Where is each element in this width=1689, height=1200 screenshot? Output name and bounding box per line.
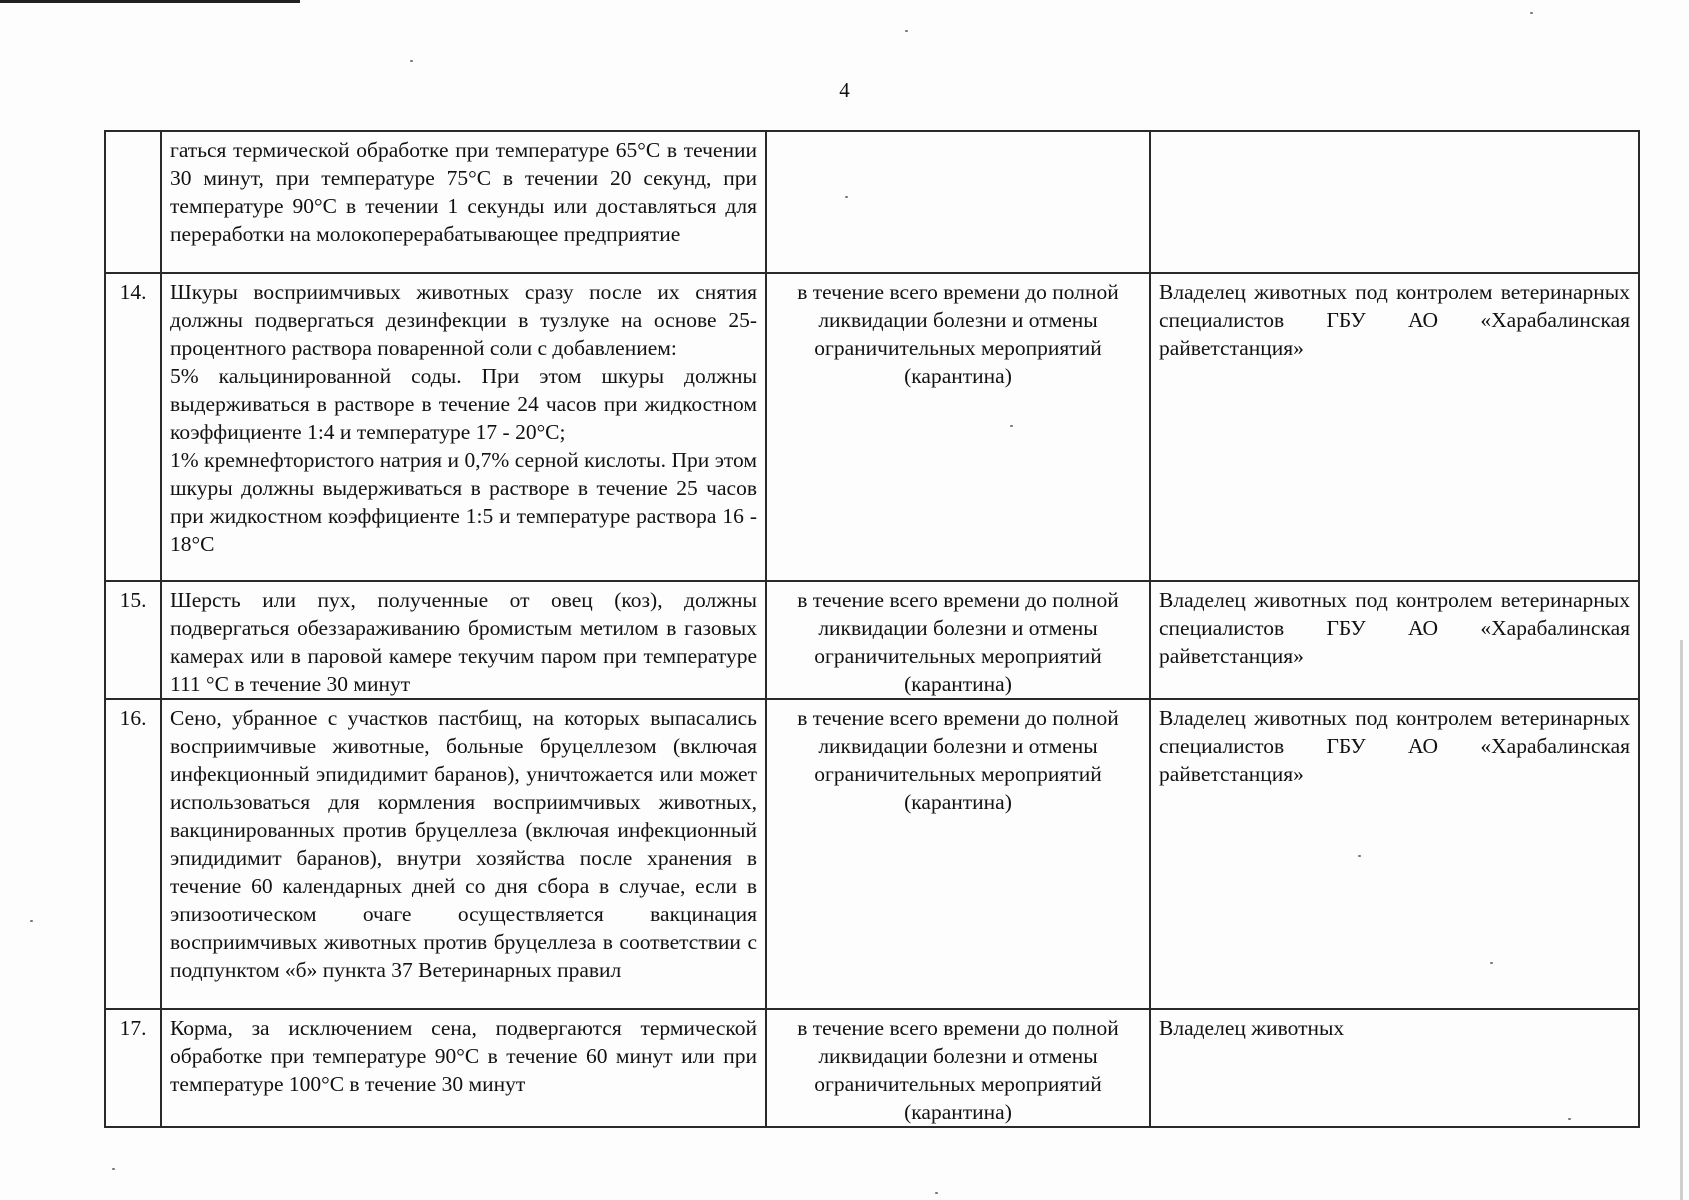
scan-speck [1010,425,1013,427]
scan-speck [112,1168,115,1170]
measure-paragraph: Корма, за исключением сена, подвергаются термической обработке при температуре 90°С в течение 60 минут или при температуре 100°С в течение 30 минут [170,1016,757,1096]
row-measure [161,273,766,581]
row-measure [161,581,766,699]
measure-paragraph: 5% кальцинированной соды. При этом шкуры должны выдерживаться в растворе в течение 24 часов при жидкостном коэффициенте 1:4 и температуре 17 - 20°С; [170,364,757,444]
table-row [105,273,1639,581]
scan-speck [905,30,908,32]
row-measure [161,699,766,1009]
measure-paragraph: Шкуры восприимчивых животных сразу после их снятия должны подвергаться дезинфекции в тузлуке на основе 25-процентного раствора поваренной соли с добавлением: [170,280,757,360]
scan-speck [1490,962,1493,964]
row-term [766,131,1150,273]
row-term: в течение всего времени до полной ликвидации болезни и отмены ограничительных мероприятий (карантина) [766,273,1150,581]
scan-edge-shadow [1680,640,1683,1200]
table-row [105,581,1639,699]
scan-speck [1568,1118,1571,1120]
measure-paragraph: Сено, убранное с участков пастбищ, на которых выпасались восприимчивые животные, больные бруцеллезом (включая инфекционный эпидидимит баранов), уничтожается или может использоваться для кормления восприимчивых животных, вакцинированных против бруцеллеза (включая инфекционный эпидидимит баранов), внутри хозяйства после хранения в течение 60 календарных дней со дня сбора в случае, если в эпизоотическом очаге осуществляется вакцинация восприимчивых животных против бруцеллеза в соответствии с подпунктом «б» пункта 37 Ветеринарных правил [170,706,757,982]
scan-speck [935,1192,938,1194]
scan-speck [1358,855,1361,857]
table-row [105,1009,1639,1127]
scan-speck [410,60,413,62]
scan-speck [30,920,33,922]
measures-table [104,130,1640,1128]
row-measure [161,131,766,273]
row-term: в течение всего времени до полной ликвидации болезни и отмены ограничительных мероприятий (карантина) [766,581,1150,699]
row-executor: Владелец животных под контролем ветеринарных специалистов ГБУ АО «Харабалинская райветстанция» [1150,581,1639,699]
row-measure [161,1009,766,1127]
row-number: 15. [105,581,161,699]
table-row [105,699,1639,1009]
row-executor: Владелец животных под контролем ветеринарных специалистов ГБУ АО «Харабалинская райветстанция» [1150,273,1639,581]
scan-edge-mark [0,0,300,3]
row-executor: Владелец животных [1150,1009,1639,1127]
row-executor [1150,131,1639,273]
scan-speck [1530,12,1533,14]
table-row [105,131,1639,273]
row-number: 14. [105,273,161,581]
measure-paragraph: Шерсть или пух, полученные от овец (коз), должны подвергаться обеззараживанию бромистым метилом в газовых камерах или в паровой камере текучим паром при температуре 111 °С в течение 30 минут [170,588,757,696]
scan-speck [845,196,848,198]
page-number: 4 [839,78,850,102]
row-executor: Владелец животных под контролем ветеринарных специалистов ГБУ АО «Харабалинская райветстанция» [1150,699,1639,1009]
measure-paragraph: гаться термической обработке при температуре 65°С в течении 30 минут, при температуре 75°С в течении 20 секунд, при температуре 90°С в течении 1 секунды или доставляться для переработки на молокоперерабатывающее предприятие [170,138,757,246]
row-term: в течение всего времени до полной ликвидации болезни и отмены ограничительных мероприятий (карантина) [766,1009,1150,1127]
measure-paragraph: 1% кремнефтористого натрия и 0,7% серной кислоты. При этом шкуры должны выдерживаться в растворе в течение 25 часов при жидкостном коэффициенте 1:5 и температуре раствора 16 - 18°С [170,448,757,556]
row-term: в течение всего времени до полной ликвидации болезни и отмены ограничительных мероприятий (карантина) [766,699,1150,1009]
row-number [105,131,161,273]
row-number: 17. [105,1009,161,1127]
row-number: 16. [105,699,161,1009]
